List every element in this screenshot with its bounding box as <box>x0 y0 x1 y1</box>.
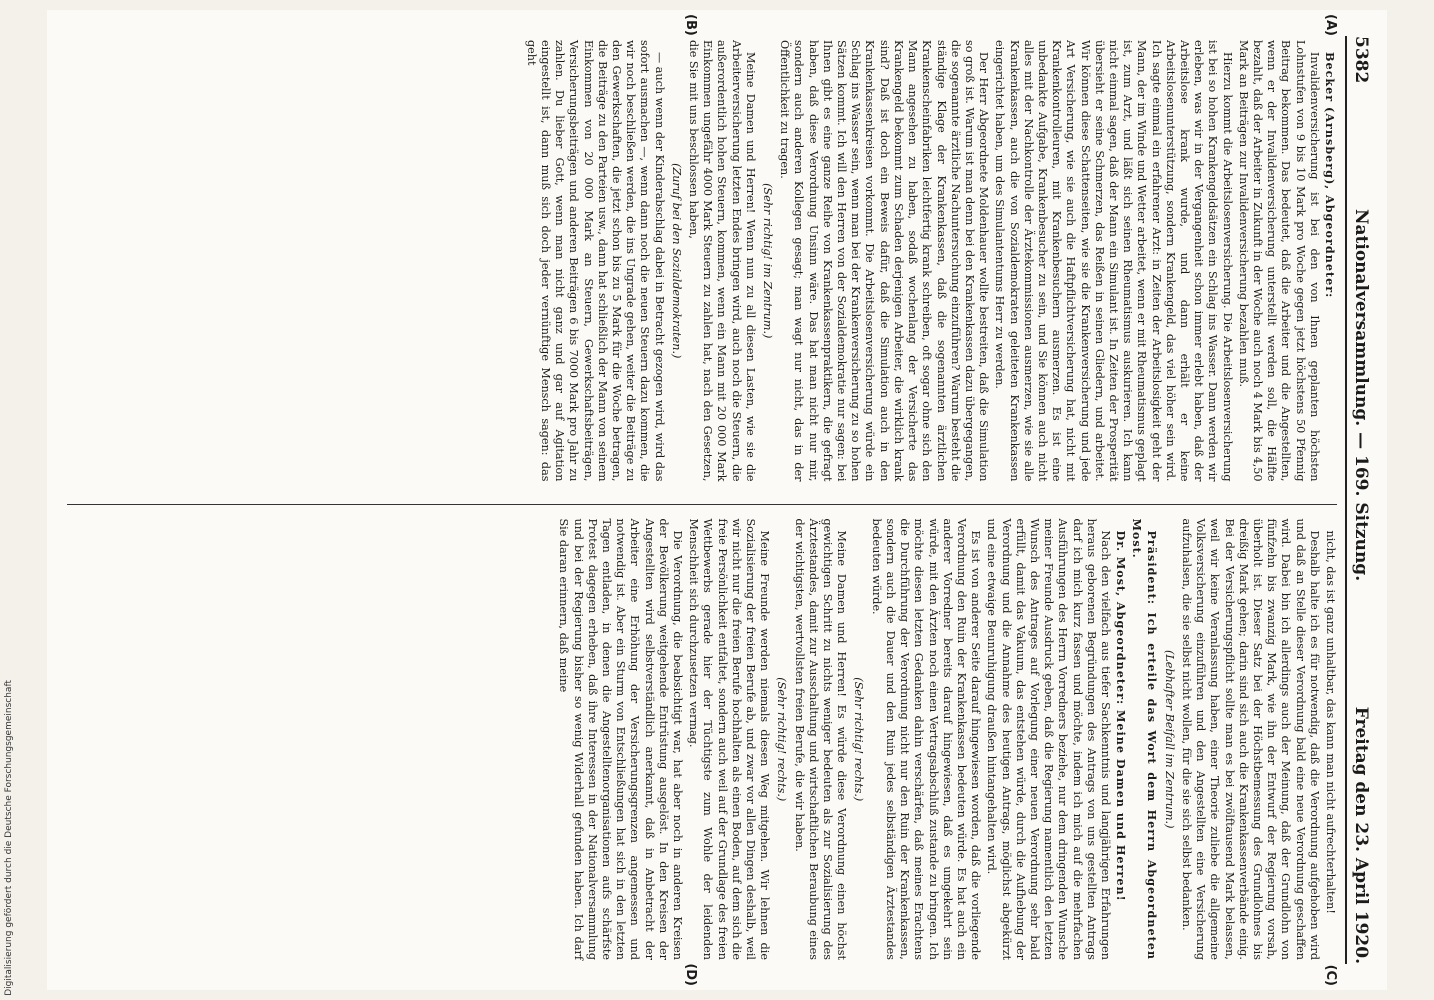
paragraph: Meine Freunde werden niemals diesen Weg mitgehen. Wir lehnen die Sozialisierung der freien Berufe ab, und zwar vor allen Dingen deshalb, weil wir nicht nur die freien Berufe hochhalten als einen Boden, auf dem sich die freie Persönlichkeit entfaltet, sondern auch weil auf der Grundlage des freien Wettbewerbs gerade hier der Tüchtigste zum Wohle der leidenden Menschheit sich durchzusetzen vermag. <box>687 518 772 960</box>
footer-credit: Digitalisierung gefördert durch die Deutsche Forschungsgemeinschaft <box>4 680 14 996</box>
paragraph: Invalidenversicherung ist bei den von Ihnen geplanten höchsten Lohnstufen von 9 bis 10 Mark pro Woche gegen jetzt höchstens 50 Pfennig Beitrag bekommen. Das bedeutet, daß die Arbeiter und die Angestellten, wenn er der Invalidenversicherung unterstellt werden soll, die Hälfte bezahlt, daß der Arbeiter in Zukunft in der Woche auch noch 4 Mark bis 4,50 Mark an Beiträgen zur Invalidenversicherung bezahlen muß. <box>1236 40 1321 482</box>
interjection: (Sehr richtig! rechts.) <box>852 677 866 802</box>
paragraph: Die Verordnung, die beabsichtigt war, hat aber noch in anderen Kreisen der Bevölkerung weitgehende Entrüstung ausgelöst. In den Kreisen der Angestellten wird selbstverständlich anerkannt, daß in Anbetracht der Arbeiter eine Erhöhung der Versicherungsgrenzen angemessen und notwendig ist. Aber ein Sturm von Entschließungen hat sich in den letzten Tagen entladen, in denen die Angestelltenorganisationen aufs schärfste Protest dagegen erheben, daß ihre Interessen in der Nationalversammlung und bei der Regierung bisher so wenig Widerhall gefunden haben. Ich darf Sie daran erinnern, daß meine <box>557 518 685 960</box>
interjection: (Sehr richtig! im Zentrum.) <box>761 183 775 339</box>
margin-marker-b: (B) <box>683 14 698 36</box>
document-page <box>47 10 1387 990</box>
page-number: 5382 <box>1351 36 1371 84</box>
paragraph: Deshalb halte ich es für notwendig, daß die Verordnung aufgehoben wird und daß an Stelle dieser Verordnung bald eine neue Verordnung geschaffen wird. Dabei bin ich allerdings auch der Meinung, daß der Grundlohn von fünfzehn bis zwanzig Mark, wie ihn der Entwurf der Regierung vorsah, überholt ist. Dieser Satz bei der Höchstbemessung des Grundlohnes bis dreißig Mark gehen; darin sind sich auch die Krankenkassenverbände einig. Bei der Versicherungspflicht sollte man es bei zwölftausend Mark belassen, weil wir keine Veranlassung haben, einer Theorie zuliebe die allgemeine Volksversicherung einzuführen und den Angestellten eine Versicherung aufzuhalsen, die sie selbst nicht wollen, für die sie sich selbst bedanken. <box>1179 518 1321 960</box>
margin-marker-d: (D) <box>683 963 698 986</box>
margin-marker-c: (C) <box>1323 964 1338 986</box>
right-column <box>67 504 1338 986</box>
paragraph: Hierzu kommt die Arbeitslosenversicherung. Die Arbeitslosenversicherung ist bei so hohen Krankengeldsätzen ein Schlag ins Wasser. Dann werden wir erleben, was wir in der Vergangenheit schon immer erlebt haben, daß der Arbeitslose krank wurde, und dann erhält er keine Arbeitslosenunterstützung, sondern Krankengeld, das viel höher sein wird. Ich sagte einmal ein erfahrener Arzt: in Zeiten der Arbeitslosigkeit geht der Mann, der im Winde und Wetter arbeitet, wenn er mit Rheumatismus geplagt ist, zum Arzt, und läßt sich seinen Rheumatismus auskurieren. Ich kann nicht einmal sagen, daß der Mann ein Simulant ist. In Zeiten der Prosperität übersieht er seine Schmerzen, das Reißen in seinen Gliedern, und arbeitet. Wir können diese Schattenseiten, wie sie die Krankenversicherung und jede Art Versicherung, wie sie auch die Haftpflichtversicherung hat, nicht mit Krankenkontrolleuren, mit Krankenbesuchern ausmerzen. Es ist eine unbedankte Aufgabe, Krankenbesucher zu sein, und Sie können auch nicht alles mit der Nachkontrolle der Ärztekommissionen ausmerzen, wie sie alle Krankenkassen, auch die von Sozialdemokraten geleiteten Krankenkassen eingerichtet haben, um des Simulantentums Herr zu werden. <box>993 40 1234 482</box>
margin-marker-a: (A) <box>1323 14 1338 36</box>
paragraph: Der Herr Abgeordnete Moldenhauer wollte bestreiten, daß die Simulation so groß ist. Warum ist man denn bei den Krankenkassen dazu übergegangen, die sogenannte ärztliche Nachuntersuchung einzuführen? Warum besteht die ständige Klage der Krankenkassen, daß die sogenannten ärztlichen Krankenscheinfabriken leichtfertig krank schreiben, oft sogar ohne sich den Mann angesehen zu haben, sodaß wochenlang der Versicherte das Krankengeld bekommt zum Schaden derjenigen Arbeiter, die wirklich krank sind? Daß ist doch ein Beweis dafür, daß die Simulation auch in den Krankenkassenkreisen vorkommt. Die Arbeitslosenversicherung würde ein Schlag ins Wasser sein, wenn man bei der Krankenversicherung zu so hohen Sätzen kommt. Ich will den Herren von der Sozialdemokratie nur sagen: bei Ihnen gibt es eine ganze Reihe von Krankenkassenpraktikern, die gefragt haben, daß diese Verordnung Unsinn wäre. Das hat man nicht nur mir, sondern auch anderen Kollegen gesagt; man wagt nur nicht, das in der Öffentlichkeit zu tragen. <box>778 40 991 482</box>
interjection: (Sehr richtig! rechts.) <box>775 677 789 802</box>
paragraph: Meine Damen und Herren! Wenn nun zu all diesen Lasten, wie sie die Arbeiterversicherung letzten Endes bringen wird, auch noch die Steuern, die außerordentlich hohen Steuern, kommen, wenn ein Mann mit 20 000 Mark Einkommen ungefähr 4000 Mark Steuern zu zahlen hat, nach den Gesetzen, die Sie mit uns beschlossen haben, <box>687 40 757 482</box>
speaker-line: Dr. Most, Abgeordneter: Meine Damen und Herren! <box>1114 530 1129 902</box>
interjection: (Lebhafter Beifall im Zentrum.) <box>1162 650 1176 829</box>
paragraph: nicht, das ist ganz unhaltbar, das kann man nicht aufrechterhalten! <box>1324 530 1337 914</box>
speaker-line: Becker (Arnsberg), Abgeordneter: <box>1323 52 1337 299</box>
paragraph: Es ist von anderer Seite darauf hingewiesen worden, daß die vorliegende Verordnung den Ruin der Krankenkassen bedeuten würde. Es hat auch ein anderer Vorredner bereits darauf hingewiesen, daß es umgekehrt sein würde, mit den Ärzten noch einen Vertragsabschluß zustande zu bringen. Ich möchte diesen letzten Gedanken dahin verschärfen, daß meines Erachtens die Durchführung der Verordnung nicht nur den Ruin der Krankenkassen, sondern auch die Dauer und den Ruin jedes selbständigen Ärztestandes bedeuten würde. <box>869 518 983 960</box>
session-date: Freitag den 23. April 1920. <box>1351 706 1371 964</box>
paragraph: Meine Damen und Herren! Es würde diese Verordnung einen höchst gewichtigen Schritt zu nichts weniger bedeuten als zur Sozialisierung des Ärztestandes, damit zur Ausschaltung und wirtschaftlichen Beraubung eines der wichtigsten, wertvollsten freien Berufe, die wir haben. <box>792 518 849 960</box>
text-columns <box>67 14 1338 986</box>
paragraph: Nach den vielfach aus tiefer Sachkenntnis und langjährigen Erfahrungen heraus geborenen Begründungen des Antrags von uns gestellten Antrags darf ich mich kurz fassen und möchte, indem ich mich auf die mehrfachen Ausführungen des Herrn Vorredners beziehe, nur dem dringenden Wunsche meiner Freunde Ausdruck geben, daß die Regierung namentlich den letzten Wunsch des Antrages auf Vorlegung einer neuen Verordnung sehr bald erfüllt, damit das Vakuum, das entstehen würde, durch die Aufhebung der Verordnung und die Annahme des heutigen Antrags, möglichst abgekürzt und eine etwaige Beunruhigung draußen hintangehalten wird. <box>985 518 1112 960</box>
left-column <box>67 14 1338 486</box>
session-title: Nationalversammlung. — 169. Sitzung. <box>1351 208 1371 582</box>
paragraph: — auch wenn der Kinderabschlag dabei in Betracht gezogen wird, wird das sofort ausmachen —, wenn dann noch die neuen Steuern dazu kommen, die wir noch beschließen werden, die ins Ungrade gehen, weiter die Beiträge zu den Gewerkschaften, die jetzt schon bis zu 5 Mark für die Woche betragen, die Beiträge zu den Parteien usw., dann hat schließlich der Mann von seinem Einkommen von 20 000 Mark an Steuern, Gewerkschaftsbeiträgen, Versicherungsbeiträgen und anderen Beiträgen 6 bis 7000 Mark pro Jahr zu zahlen. Du lieber Gott, wenn man nicht ganz und gar auf Agitation eingestellt ist, dann muß sich doch jeder vernünftige Mensch sagen: das geht <box>524 40 666 482</box>
interjection: (Zuruf bei den Sozialdemokraten.) <box>669 163 683 359</box>
speaker-line: Präsident: Ich erteile das Wort dem Herrn Abgeordneten Most. <box>1130 518 1159 960</box>
page-header <box>1345 36 1371 964</box>
